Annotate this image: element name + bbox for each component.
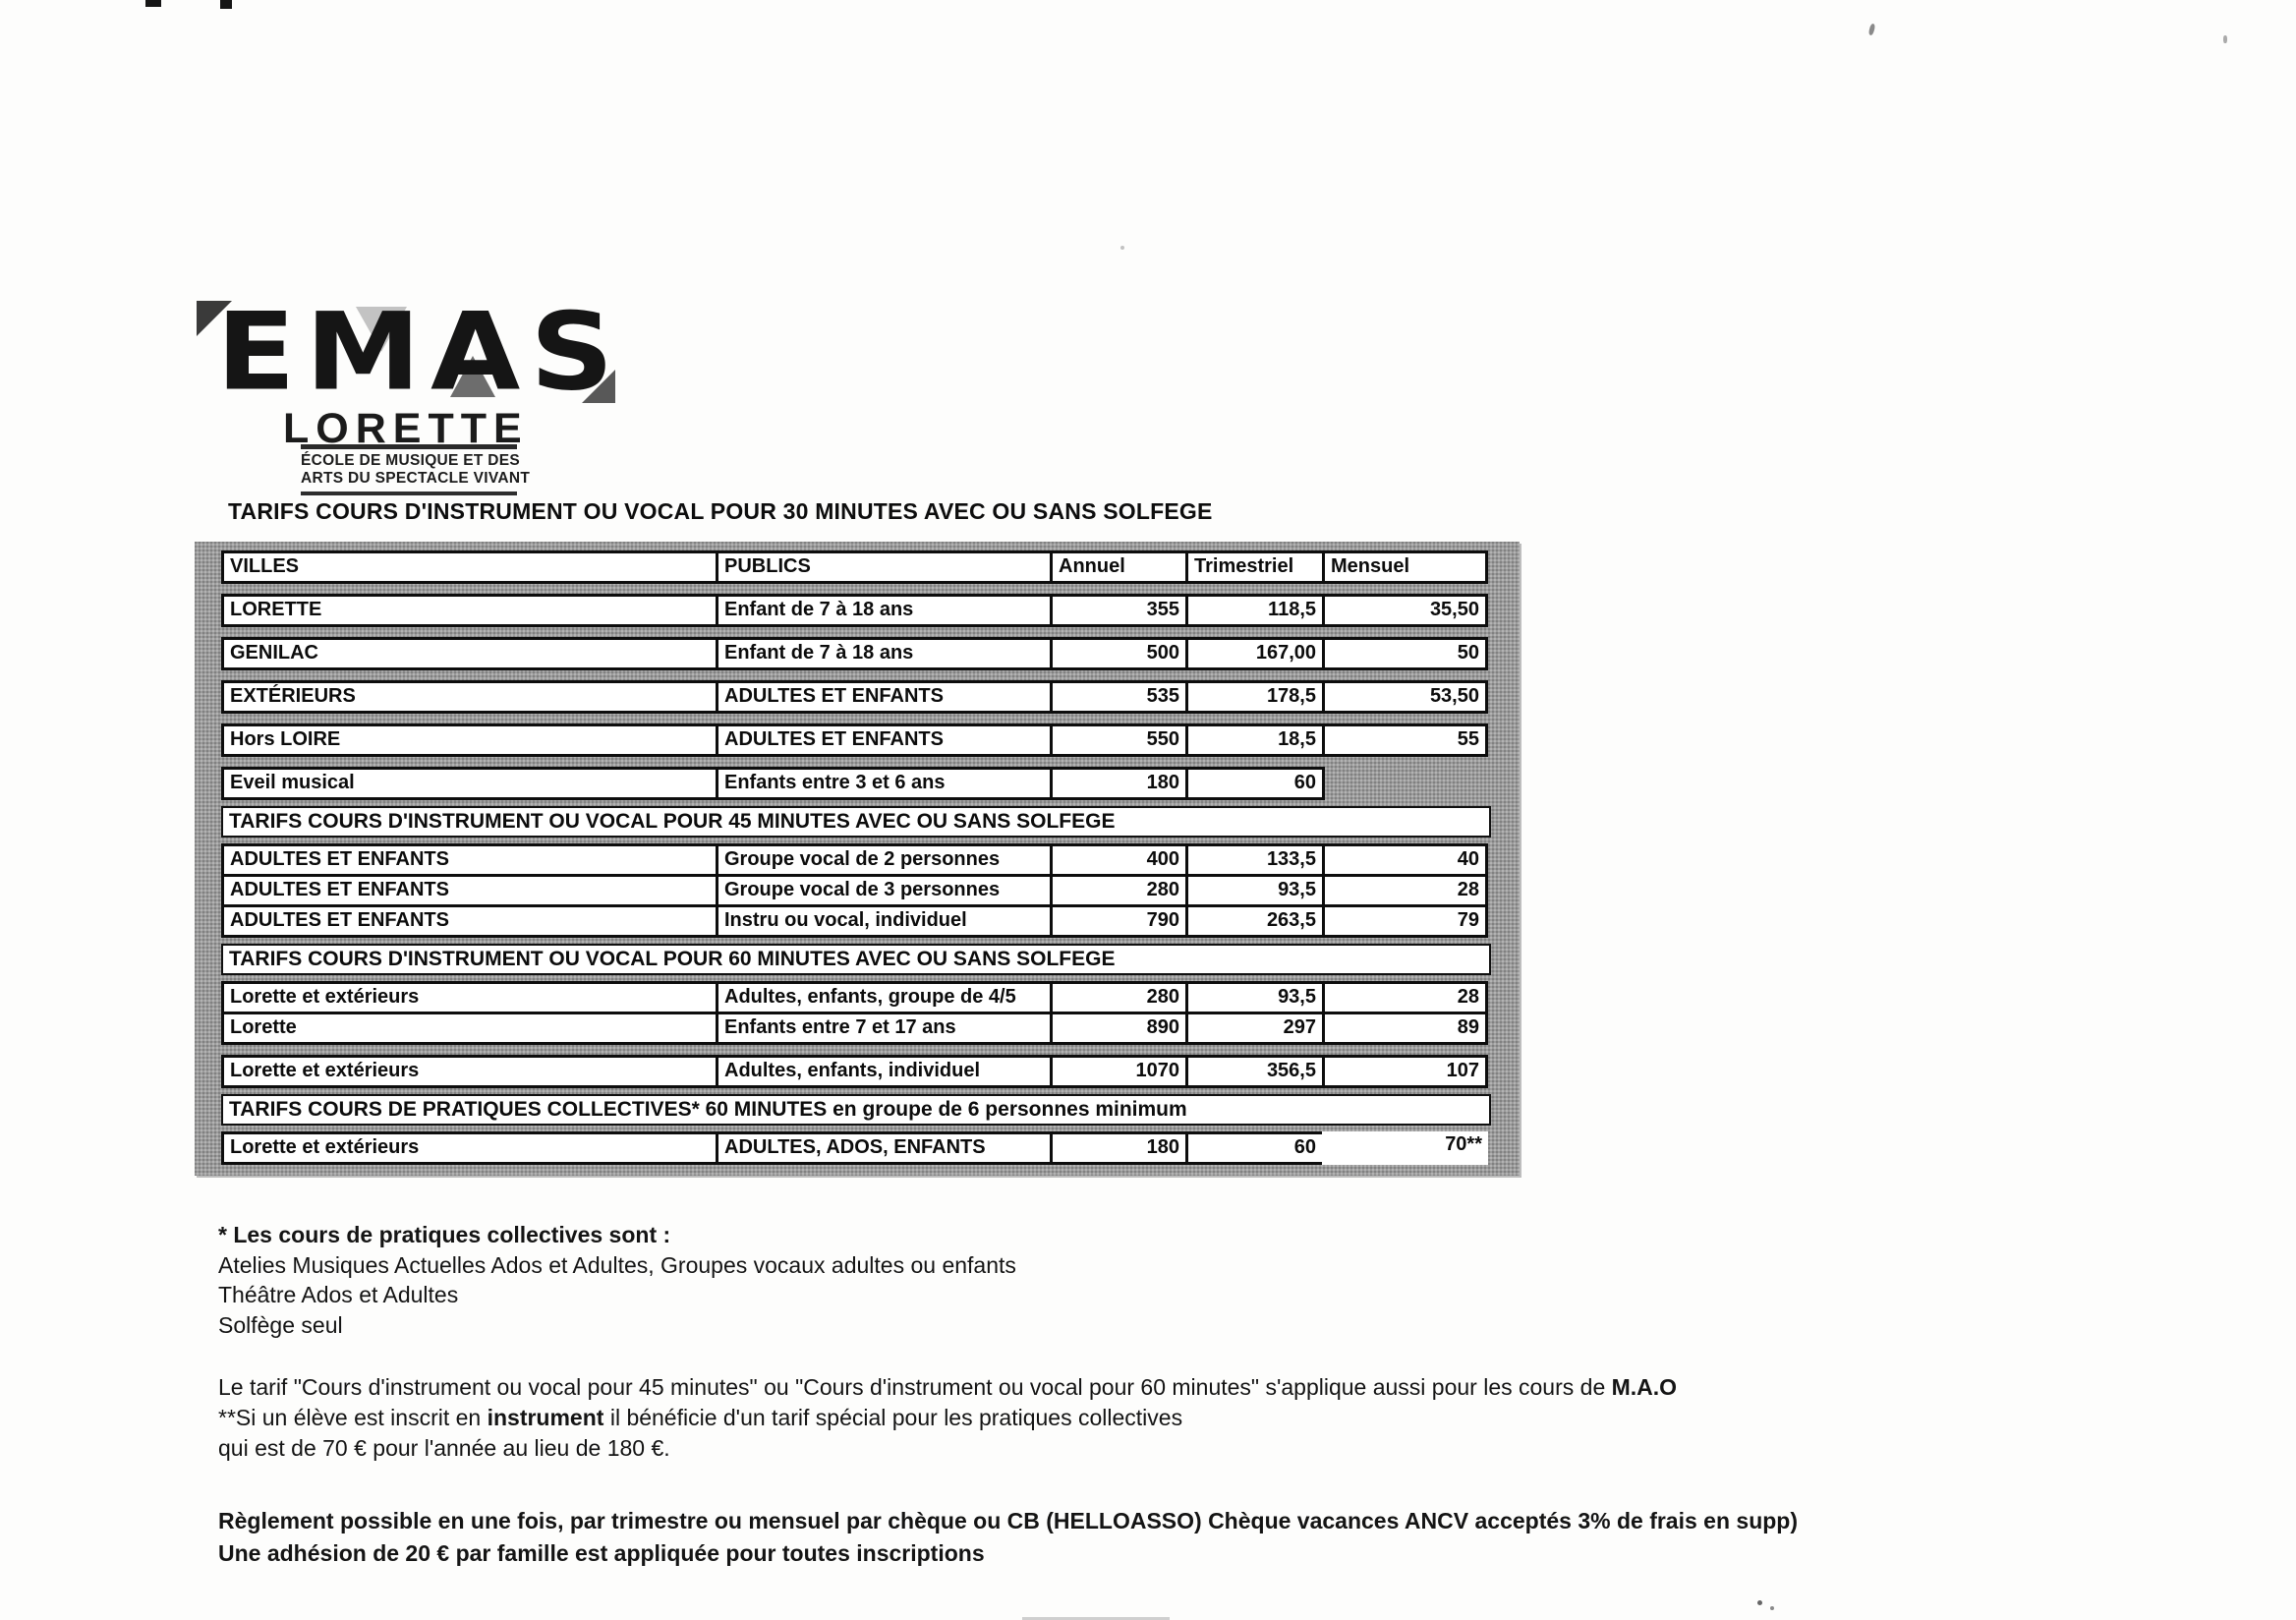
emas-wordmark: EMAS — [216, 289, 624, 415]
header-mensuel: Mensuel — [1322, 550, 1488, 584]
note-tarif-line2-text: **Si un élève est inscrit en — [218, 1405, 488, 1430]
villes-cell: Lorette — [221, 1012, 718, 1045]
mensuel-cell: 28 — [1322, 874, 1488, 907]
header-publics: PUBLICS — [716, 550, 1053, 584]
publics-cell: ADULTES ET ENFANTS — [716, 680, 1053, 714]
note-tarif-line1 — [218, 1372, 1677, 1403]
publics-cell: Groupe vocal de 3 personnes — [716, 874, 1053, 907]
header-trimestriel: Trimestriel — [1185, 550, 1325, 584]
annuel-cell: 280 — [1050, 874, 1188, 907]
mensuel-cell — [1322, 767, 1488, 800]
publics-cell: Enfant de 7 à 18 ans — [716, 637, 1053, 670]
publics-cell: Instru ou vocal, individuel — [716, 904, 1053, 938]
villes-cell: Lorette et extérieurs — [221, 981, 718, 1014]
table-row — [221, 1012, 1520, 1045]
trimestriel-cell: 297 — [1185, 1012, 1325, 1045]
scan-artifact — [1770, 1606, 1774, 1610]
trimestriel-cell: 60 — [1185, 767, 1325, 800]
annuel-cell: 1070 — [1050, 1055, 1188, 1088]
villes-cell: Lorette et extérieurs — [221, 1055, 718, 1088]
trimestriel-cell: 18,5 — [1185, 723, 1325, 757]
scan-artifact — [1868, 24, 1876, 36]
annuel-cell: 180 — [1050, 1131, 1188, 1165]
note-collectives-line: Théâtre Ados et Adultes — [218, 1282, 459, 1307]
scan-artifact — [2223, 35, 2227, 43]
table-row — [221, 637, 1520, 670]
scan-artifact — [1757, 1600, 1762, 1605]
villes-cell: EXTÉRIEURS — [221, 680, 718, 714]
villes-cell: Hors LOIRE — [221, 723, 718, 757]
note-tarif-line2-text: il bénéficie d'un tarif spécial pour les pratiques collectives — [603, 1405, 1183, 1430]
logo-subtitle — [301, 444, 531, 495]
mensuel-cell: 55 — [1322, 723, 1488, 757]
table-row — [221, 904, 1520, 938]
publics-cell: ADULTES, ADOS, ENFANTS — [716, 1131, 1053, 1165]
publics-cell: Adultes, enfants, groupe de 4/5 — [716, 981, 1053, 1014]
publics-cell: ADULTES ET ENFANTS — [716, 723, 1053, 757]
trimestriel-cell: 93,5 — [1185, 981, 1325, 1014]
trimestriel-cell: 167,00 — [1185, 637, 1325, 670]
villes-cell: Eveil musical — [221, 767, 718, 800]
header-villes: VILLES — [221, 550, 718, 584]
annuel-cell: 890 — [1050, 1012, 1188, 1045]
table-row — [221, 767, 1520, 800]
mensuel-cell: 107 — [1322, 1055, 1488, 1088]
publics-cell: Enfants entre 7 et 17 ans — [716, 1012, 1053, 1045]
note-collectives-line: Atelies Musiques Actuelles Ados et Adultes, Groupes vocaux adultes ou enfants — [218, 1251, 1016, 1278]
note-tarif-line1-bold: M.A.O — [1611, 1374, 1678, 1400]
mensuel-cell: 79 — [1322, 904, 1488, 938]
table-row — [221, 874, 1520, 907]
note-tarif-line2-bold: instrument — [487, 1405, 604, 1430]
logo-subtitle-line2: ARTS DU SPECTACLE VIVANT — [301, 470, 531, 487]
note-tarif — [218, 1372, 1677, 1464]
annuel-cell: 790 — [1050, 904, 1188, 938]
trimestriel-cell: 133,5 — [1185, 843, 1325, 877]
annuel-cell: 180 — [1050, 767, 1188, 800]
trimestriel-cell: 118,5 — [1185, 594, 1325, 627]
annuel-cell: 400 — [1050, 843, 1188, 877]
trimestriel-cell: 263,5 — [1185, 904, 1325, 938]
annuel-cell: 500 — [1050, 637, 1188, 670]
trimestriel-cell: 178,5 — [1185, 680, 1325, 714]
publics-cell: Adultes, enfants, individuel — [716, 1055, 1053, 1088]
document-title: TARIFS COURS D'INSTRUMENT OU VOCAL POUR 30 MINUTES AVEC OU SANS SOLFEGE — [228, 498, 1213, 524]
publics-cell: Groupe vocal de 2 personnes — [716, 843, 1053, 877]
note-tarif-line1-text: Le tarif "Cours d'instrument ou vocal pour 45 minutes" ou "Cours d'instrument ou vocal pour 60 minutes" s'applique aussi pour les cours de — [218, 1374, 1612, 1400]
logo-subtitle-line1: ÉCOLE DE MUSIQUE ET DES — [301, 452, 521, 469]
scan-artifact — [220, 0, 232, 9]
trimestriel-cell: 356,5 — [1185, 1055, 1325, 1088]
annuel-cell: 550 — [1050, 723, 1188, 757]
mensuel-cell: 35,50 — [1322, 594, 1488, 627]
logo-city-label: LORETTE — [283, 405, 529, 452]
villes-cell: ADULTES ET ENFANTS — [221, 843, 718, 877]
mensuel-cell: 70** — [1322, 1131, 1488, 1165]
header-annuel: Annuel — [1050, 550, 1188, 584]
note-reglement-line1: Règlement possible en une fois, par trimestre ou mensuel par chèque ou CB (HELLOASSO) Chèque vacances ANCV acceptés 3% de frais en supp) — [218, 1508, 1799, 1533]
mensuel-cell: 50 — [1322, 637, 1488, 670]
note-collectives-line: Solfège seul — [218, 1311, 343, 1338]
villes-cell: ADULTES ET ENFANTS — [221, 904, 718, 938]
mensuel-cell: 89 — [1322, 1012, 1488, 1045]
table-row — [221, 723, 1520, 757]
table-row — [221, 981, 1520, 1014]
scan-artifact — [145, 0, 161, 7]
section-title-60min: TARIFS COURS D'INSTRUMENT OU VOCAL POUR 60 MINUTES AVEC OU SANS SOLFEGE — [221, 944, 1491, 975]
table-header-row — [221, 550, 1520, 584]
note-collectives-title: * Les cours de pratiques collectives sont : — [218, 1222, 671, 1247]
note-collectives — [218, 1220, 1016, 1340]
villes-cell: GENILAC — [221, 637, 718, 670]
publics-cell: Enfant de 7 à 18 ans — [716, 594, 1053, 627]
table-row — [221, 680, 1520, 714]
section-title-collectives: TARIFS COURS DE PRATIQUES COLLECTIVES* 60 MINUTES en groupe de 6 personnes minimum — [221, 1094, 1491, 1126]
scan-artifact — [1120, 246, 1124, 250]
note-tarif-line3: qui est de 70 € pour l'année au lieu de 180 €. — [218, 1435, 670, 1461]
publics-cell: Enfants entre 3 et 6 ans — [716, 767, 1053, 800]
mensuel-cell: 28 — [1322, 981, 1488, 1014]
mensuel-cell: 40 — [1322, 843, 1488, 877]
table-row — [221, 1055, 1520, 1088]
emas-logo — [216, 289, 624, 415]
villes-cell: ADULTES ET ENFANTS — [221, 874, 718, 907]
table-row — [221, 594, 1520, 627]
note-reglement — [218, 1505, 1798, 1570]
villes-cell: Lorette et extérieurs — [221, 1131, 718, 1165]
mensuel-cell: 53,50 — [1322, 680, 1488, 714]
trimestriel-cell: 93,5 — [1185, 874, 1325, 907]
annuel-cell: 280 — [1050, 981, 1188, 1014]
annuel-cell: 535 — [1050, 680, 1188, 714]
table-row — [221, 843, 1520, 877]
section-title-45min: TARIFS COURS D'INSTRUMENT OU VOCAL POUR 45 MINUTES AVEC OU SANS SOLFEGE — [221, 806, 1491, 838]
annuel-cell: 355 — [1050, 594, 1188, 627]
table-row — [221, 1131, 1520, 1165]
tariff-table — [195, 542, 1520, 1176]
trimestriel-cell: 60 — [1185, 1131, 1325, 1165]
note-reglement-line2: Une adhésion de 20 € par famille est appliquée pour toutes inscriptions — [218, 1540, 985, 1566]
note-tarif-line2 — [218, 1403, 1677, 1433]
villes-cell: LORETTE — [221, 594, 718, 627]
